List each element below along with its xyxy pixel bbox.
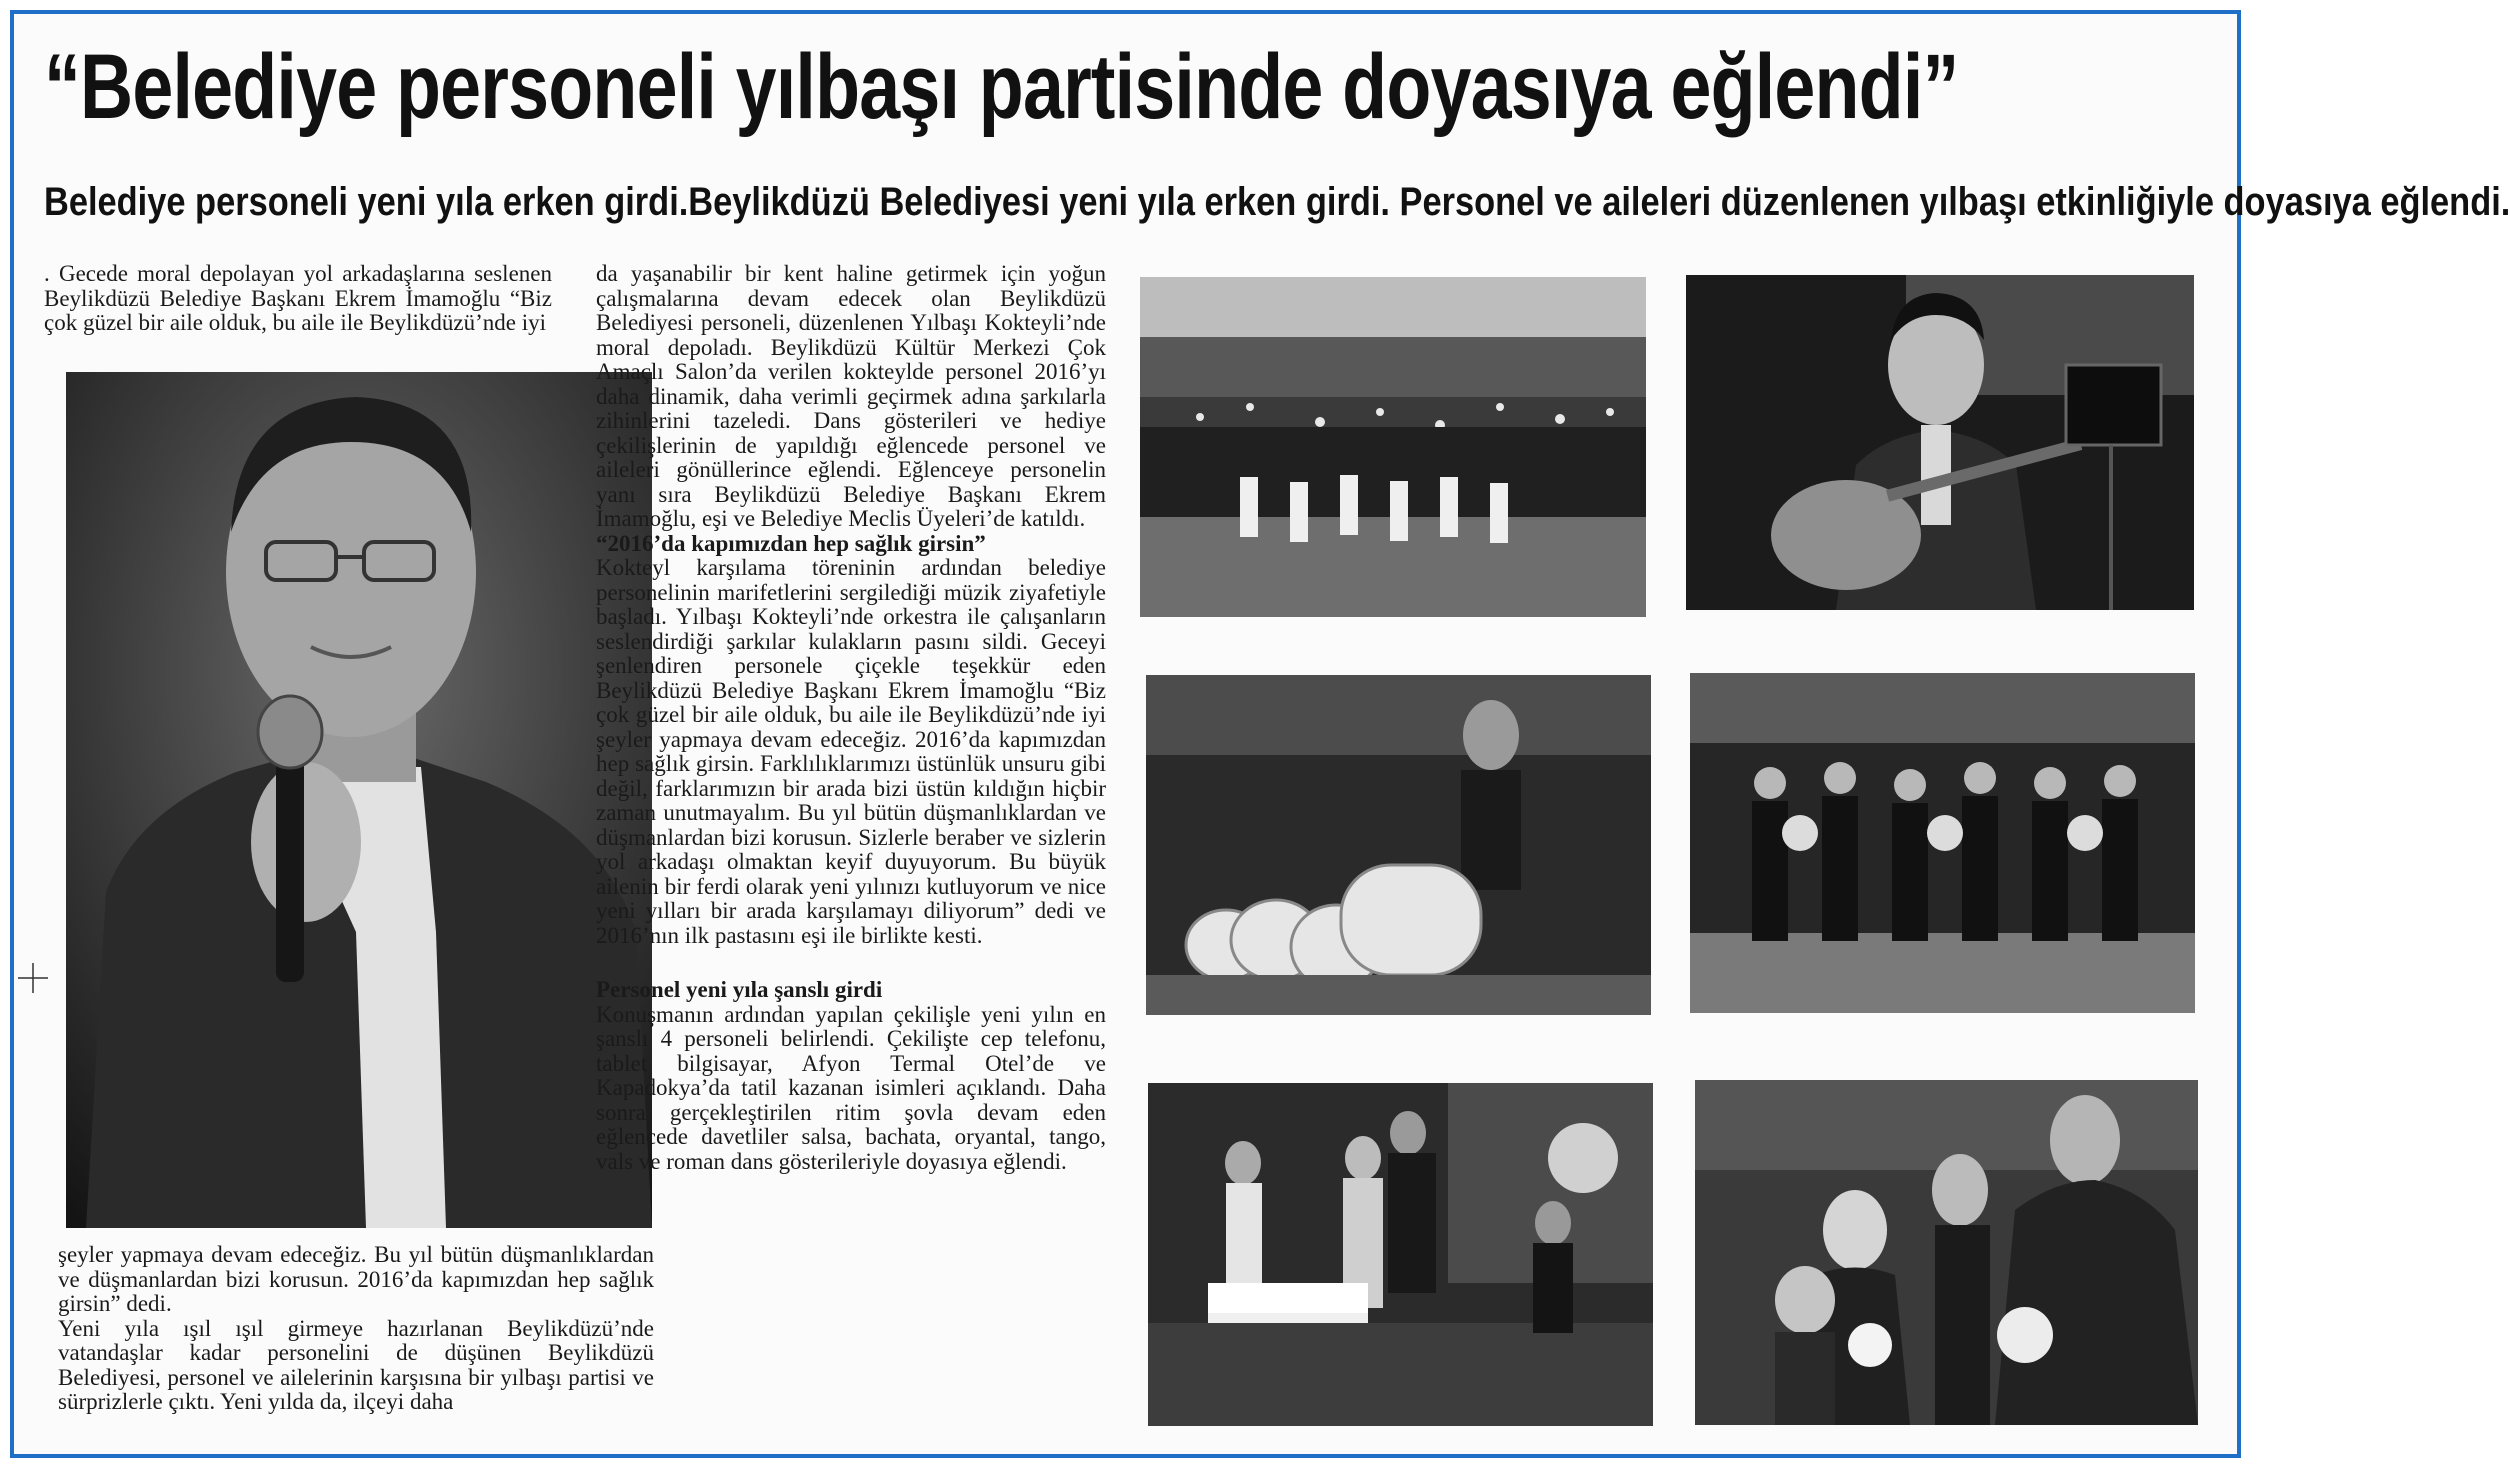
photo-hall-dancers xyxy=(1140,277,1646,617)
photo-lottery-draw xyxy=(1695,1080,2198,1425)
crop-mark-icon xyxy=(18,963,48,993)
paragraph: Kokteyl karşılama töreninin ardından belediye personelinin marifetlerini sergilediği müzik ziyafetiyle başladı. Yılbaşı Kokteyli’nde orkestra ile çalışanların seslendirdiği şarkılar kulakların pasını sildi. Geceyi şenlendiren personele çiçekle teşekkür eden Beylikdüzü Belediye Başkanı Ekrem İmamoğlu “Biz çok güzel bir aile olduk, bu aile ile Beylikdüzü’nde iyi şeyler yapmaya devam edeceğiz. 2016’da kapımızdan hep sağlık girsin. Farklılıklarımızı üstünlük unsuru gibi değil, farklarımızın bir arada bizi üstün kıldığın hiçbir zaman unutmayalım. Bu yıl bütün düşmanlıklardan ve düşmanlardan bizi korusun. Sizlerle beraber ve sizlerin yol arkadaşı olmaktan keyif duyuyorum. Bu büyük ailenin bir ferdi olarak yeni yılınızı kutluyorum ve nice yeni yılları bir arada karşılamayı diliyorum” dedi ve 2016’nın ilk pastasını eşi ile birlikte kesti. xyxy=(596,555,1106,948)
column-1-top xyxy=(44,262,552,372)
paragraph: Konuşmanın ardından yapılan çekilişle yeni yılın en şanslı 4 personeli belirlendi. Çekilişte cep telefonu, tablet bilgisayar, Afyon Termal Otel’de ve Kapadokya’da tatil kazanan isimleri açıklandı. Daha sonra gerçekleştirilen ritim şovla devam eden eğlencede davetliler salsa, bachata, oryantal, tango, vals ve roman dans gösterileriyle doyasıya eğlendi. xyxy=(596,1001,1106,1174)
photo-drum-show xyxy=(1146,675,1651,1015)
paragraph: Yeni yıla ışıl ışıl girmeye hazırlanan Beylikdüzü’nde vatandaşlar kadar personelini de düşünen Beylikdüzü Belediyesi, personel ve ailelerinin karşısına bir yılbaşı partisi ve sürprizlerle çıktı. Yeni yılda da, ilçeyi daha xyxy=(58,1315,654,1414)
column-1-bottom xyxy=(58,1243,654,1448)
column-2 xyxy=(596,262,1106,1448)
headline: “Belediye personeli yılbaşı partisinde doyasıya eğlendi” xyxy=(44,36,1959,138)
subtitle-lucky: Personel yeni yıla şanslı girdi xyxy=(596,977,883,1002)
photo-stage-flowers xyxy=(1690,673,2195,1013)
subtitle-health: “2016’da kapımızdan hep sağlık girsin” xyxy=(596,530,986,556)
photo-cake-cutting xyxy=(1148,1083,1653,1426)
paragraph: da yaşanabilir bir kent haline getirmek için yoğun çalışmalarına devam edecek olan Beylikdüzü Belediyesi personeli, düzenlenen Yılbaşı Kokteyli’nde moral depoladı. Beylikdüzü Kültür Merkezi Çok Amaçlı Salon’da verilen kokteylde personel 2016’yı daha dinamik, daha verimli geçirmek adına şarkılarla zihinlerini tazeledi. Dans gösterileri ve hediye çekilişlerinin de yapıldığı eğlencede personel ve aileleri gönüllerince eğlendi. Eğlenceye personelin yanı sıra Beylikdüzü Belediye Başkanı Ekrem İmamoğlu, eşi ve Belediye Meclis Üyeleri’de katıldı. xyxy=(596,261,1106,531)
photo-musician-saz xyxy=(1686,275,2194,610)
subheadline: Belediye personeli yeni yıla erken girdi.Beylikdüzü Belediyesi yeni yıla erken girdi. Personel ve aileleri düzenlenen yılbaşı etkinliğiyle doyasıya eğlendi. xyxy=(44,180,2510,224)
speaker-photo xyxy=(66,372,652,1228)
paragraph: şeyler yapmaya devam edeceğiz. Bu yıl bütün düşmanlıklardan ve düşmanlardan bizi korusun. 2016’da kapımızdan hep sağlık girsin” dedi. xyxy=(58,1242,654,1316)
paragraph: . Gecede moral depolayan yol arkadaşlarına seslenen Beylikdüzü Belediye Başkanı Ekrem İmamoğlu “Biz çok güzel bir aile olduk, bu aile ile Beylikdüzü’nde iyi xyxy=(44,261,552,335)
